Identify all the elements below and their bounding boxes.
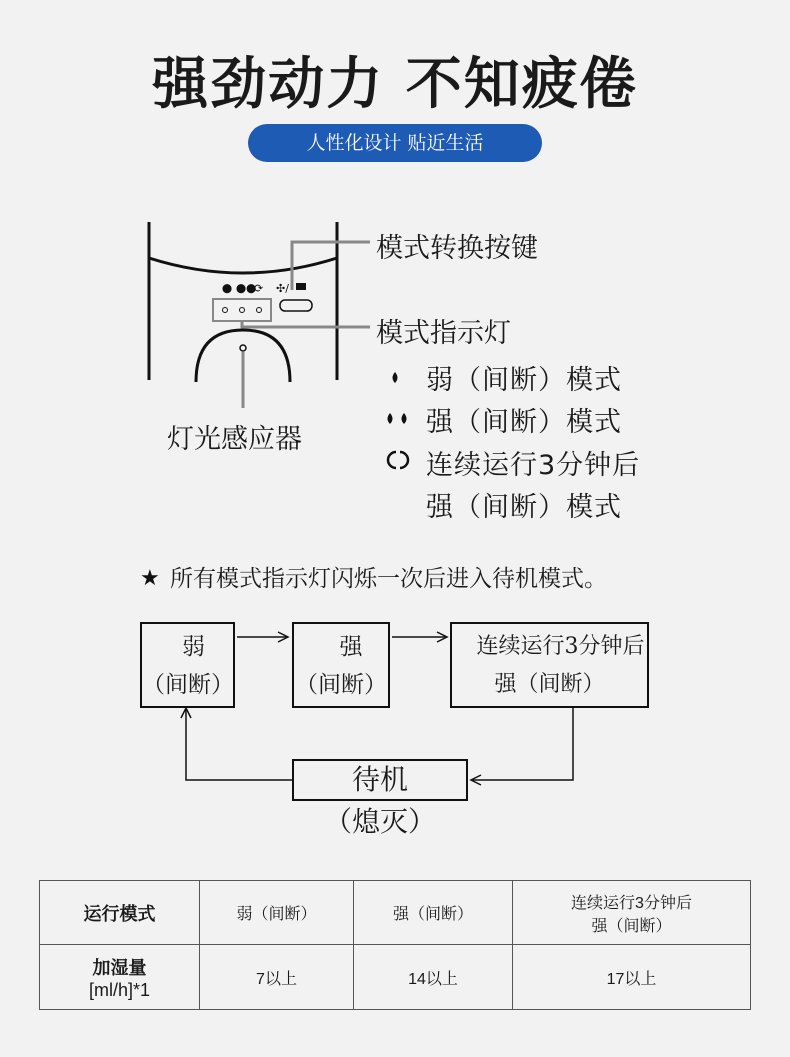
flow-strong-line2: （间断） bbox=[295, 672, 387, 698]
flow-weak-line1: 弱 bbox=[182, 634, 205, 660]
table-cell-weak: 7以上 bbox=[200, 945, 354, 1010]
flow-cont-line1: 连续运行3分钟后 bbox=[476, 634, 645, 659]
mode-indicator-label: 模式指示灯 bbox=[376, 318, 511, 349]
mode-switch-label: 模式转换按键 bbox=[376, 233, 538, 264]
star-icon: ★ bbox=[140, 566, 160, 591]
page-title: 强劲动力 不知疲倦 bbox=[152, 52, 638, 117]
flow-strong-line1: 强 bbox=[339, 634, 363, 660]
table-row bbox=[40, 945, 751, 1010]
table-header-strong: 强（间断） bbox=[354, 881, 513, 945]
mode-strong-text: 强（间断）模式 bbox=[426, 407, 622, 438]
flow-standby-sub: （熄灭） bbox=[323, 805, 436, 838]
single-drop-icon bbox=[393, 372, 398, 383]
flow-strong-box bbox=[292, 622, 390, 708]
flow-standby-box: 待机 bbox=[292, 759, 468, 801]
mode-weak-text: 弱（间断）模式 bbox=[426, 365, 622, 396]
svg-text:✣/: ✣/ bbox=[276, 282, 289, 295]
light-sensor-dot bbox=[240, 345, 246, 351]
row-label-line2: [ml/h]*1 bbox=[88, 979, 151, 1000]
flow-weak-line2: （间断） bbox=[142, 672, 234, 698]
table-header-continuous bbox=[513, 881, 751, 945]
light-sensor-label: 灯光感应器 bbox=[167, 424, 302, 455]
table-row bbox=[40, 881, 751, 945]
mode-continuous-text: 连续运行3分钟后 bbox=[426, 450, 641, 481]
table-header-weak: 弱（间断） bbox=[200, 881, 354, 945]
row-label-line1: 加湿量 bbox=[92, 957, 147, 978]
table-row-label bbox=[40, 945, 200, 1010]
flow-cont-line2: 强（间断） bbox=[494, 672, 605, 697]
svg-text:⬤⬤: ⬤⬤ bbox=[236, 284, 257, 294]
flow-continuous-box bbox=[450, 622, 649, 708]
cycle-icon bbox=[388, 452, 396, 468]
standby-note: 所有模式指示灯闪烁一次后进入待机模式。 bbox=[170, 566, 607, 592]
double-drop-icon bbox=[388, 413, 407, 424]
table-cell-strong: 14以上 bbox=[354, 945, 513, 1010]
table-header-continuous-line2: 强（间断） bbox=[591, 917, 672, 935]
subtitle-badge: 人性化设计 贴近生活 bbox=[248, 124, 542, 162]
table-cell-continuous: 17以上 bbox=[513, 945, 751, 1010]
table-header-continuous-line1: 连续运行3分钟后 bbox=[571, 894, 692, 912]
table-header-mode: 运行模式 bbox=[40, 881, 200, 945]
flow-weak-box bbox=[140, 622, 235, 708]
mode-continuous-strong-text: 强（间断）模式 bbox=[426, 492, 622, 523]
svg-text:⟳: ⟳ bbox=[254, 282, 264, 295]
spec-table bbox=[39, 880, 751, 1010]
svg-text:⬤: ⬤ bbox=[222, 284, 233, 294]
